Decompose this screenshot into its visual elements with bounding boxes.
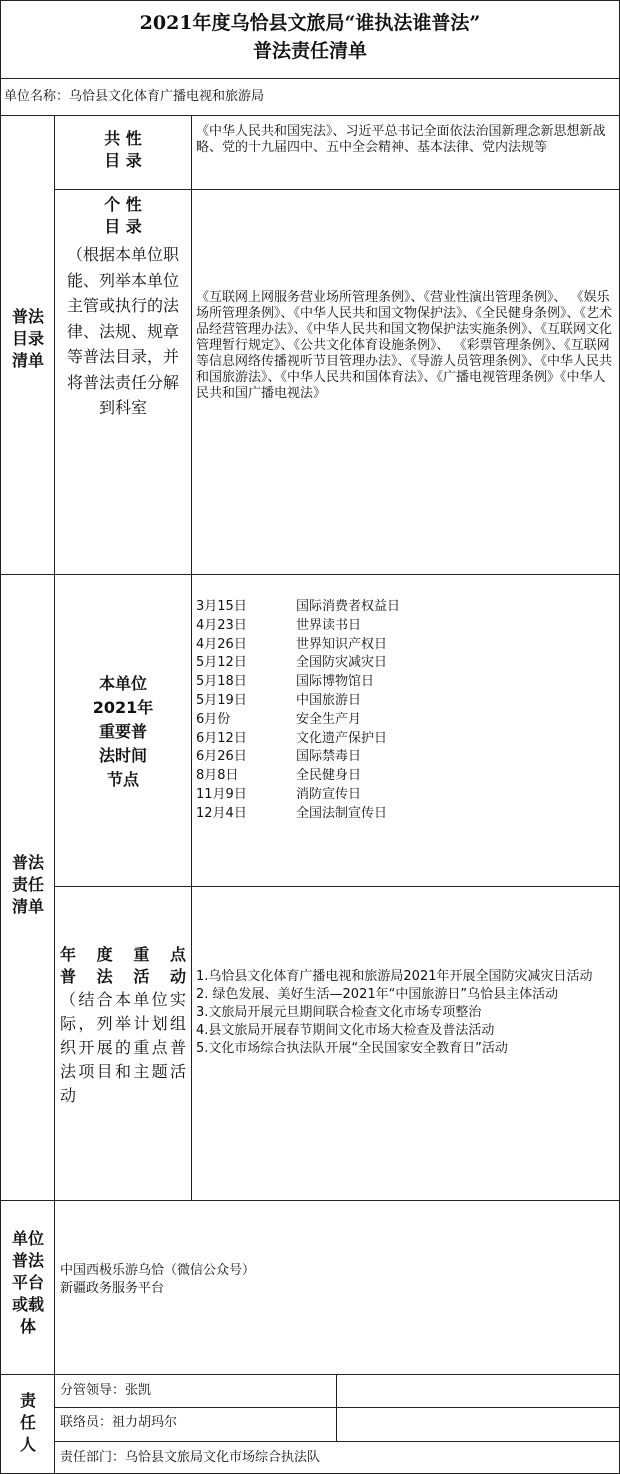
- time-nodes-label: 本单位 2021年 重要普 法时间 节点: [92, 674, 154, 789]
- grid-line: [54, 1407, 620, 1408]
- time-node-row: [196, 617, 614, 636]
- time-node-event: 国际禁毒日: [296, 749, 362, 765]
- activity-item: 2. 绿色发展、美好生活—2021年“中国旅游日”乌恰县主体活动: [196, 987, 559, 1002]
- grid-line: [336, 1374, 337, 1441]
- activities-list: [196, 968, 614, 1058]
- time-node-date: 11月9日: [196, 786, 247, 802]
- activity-item: 1.乌恰县文化体育广播电视和旅游局2021年开展全国防灾减灾日活动: [196, 969, 593, 984]
- time-node-event: 国际消费者权益日: [296, 599, 401, 614]
- time-node-event: 世界读书日: [296, 617, 362, 633]
- grid-line: [54, 1441, 620, 1442]
- time-node-event: 世界知识产权日: [296, 636, 388, 652]
- common-directory-label: 共 性 目 录: [104, 129, 142, 170]
- title-line-1: 2021年度乌恰县文旅局“谁执法谁普法”: [139, 12, 481, 34]
- activities-label-line-2: 普 法 活 动: [60, 967, 186, 986]
- time-node-row: [196, 767, 614, 786]
- grid-line: [54, 886, 620, 887]
- grid-line: [0, 574, 620, 575]
- common-directory-content: 《中华人民共和国宪法》、习近平总书记全面依法治国新理念新思想新战略、党的十九届四中、五中全会精神、基本法律、党内法规等: [196, 124, 606, 155]
- time-node-row: [196, 730, 614, 749]
- title-line-2: 普法责任清单: [252, 40, 367, 62]
- specific-directory-content: 《互联网上网服务营业场所管理条例》、《营业性演出管理条例》、 《娱乐场所管理条例》、《中华人民共和国文物保护法》、《全民健身条例》、《艺术品经营管理办法》、《中华人民共和国文物保护法实施条例》、《互联网文化管理暂行规定》、《公共文化体育设施条例》、 《彩票管理条例》、《互联网等信息网络传播视听节目管理办法》、《导游人员管理条例》、《中华人民共和国旅游法》、《中华人民共和国体育法》、《广播电视管理条例》《中华人民共和国广播电视法》: [196, 290, 613, 401]
- activities-note: （结合本单位实际，列举计划组织开展的重点普法项目和主题活动: [60, 990, 186, 1105]
- activity-item: 5.文化市场综合执法队开展“全民国家安全教育日”活动: [196, 1041, 508, 1056]
- time-node-date: 5月18日: [196, 674, 247, 690]
- platform-section-label: 单位 普法 平台 或载 体: [11, 1229, 44, 1336]
- grid-line: [54, 189, 620, 190]
- time-node-event: 全国防灾减灾日: [296, 655, 388, 671]
- grid-line: [0, 78, 620, 79]
- time-node-row: [196, 692, 614, 711]
- time-node-date: 5月19日: [196, 692, 247, 708]
- platform-list: [60, 1262, 600, 1298]
- directory-section-label: 普法 目录 清单: [11, 307, 44, 370]
- time-node-event: 全民健身日: [296, 768, 362, 784]
- time-node-date: 8月8日: [196, 768, 239, 784]
- grid-line: [0, 1200, 620, 1201]
- department-field: 责任部门：乌恰县文旅局文化市场综合执法队: [60, 1450, 321, 1465]
- document-title: [0, 0, 620, 78]
- grid-line: [0, 0, 620, 1]
- time-node-date: 6月份: [196, 711, 231, 727]
- time-node-event: 国际博物馆日: [296, 674, 375, 690]
- time-node-row: [196, 748, 614, 767]
- platform-item: 新疆政务服务平台: [60, 1281, 165, 1296]
- time-node-event: 中国旅游日: [296, 692, 362, 708]
- contact-field: 联络员：祖力胡玛尔: [60, 1415, 178, 1430]
- time-node-row: [196, 673, 614, 692]
- activity-item: 3.文旅局开展元旦期间联合检查文化市场专项整治: [196, 1005, 482, 1020]
- responsibility-section-label: 普法 责任 清单: [11, 853, 44, 916]
- time-node-date: 6月12日: [196, 730, 247, 746]
- time-node-row: [196, 636, 614, 655]
- leader-field: 分管领导：张凯: [60, 1383, 152, 1398]
- specific-directory-note: （根据本单位职能、列举本单位主管或执行的法律、法规、规章等普法目录，并将普法责任分解到科室: [66, 245, 179, 417]
- time-node-date: 5月12日: [196, 655, 247, 671]
- time-node-date: 4月26日: [196, 636, 247, 652]
- time-node-row: [196, 805, 614, 824]
- specific-directory-label: 个 性 目 录: [104, 195, 142, 236]
- time-node-row: [196, 598, 614, 617]
- time-node-event: 全国法制宣传日: [296, 805, 388, 821]
- time-nodes-list: [196, 598, 614, 824]
- time-node-date: 4月23日: [196, 617, 247, 633]
- unit-name: 单位名称：乌恰县文化体育广播电视和旅游局: [4, 89, 265, 104]
- time-node-event: 文化遗产保护日: [296, 730, 388, 746]
- time-node-event: 消防宣传日: [296, 786, 362, 802]
- time-node-row: [196, 654, 614, 673]
- time-node-row: [196, 786, 614, 805]
- activities-label: [60, 944, 186, 1108]
- grid-line: [0, 0, 1, 1474]
- time-node-date: 3月15日: [196, 599, 247, 614]
- time-node-date: 6月26日: [196, 749, 247, 765]
- platform-item: 中国西极乐游乌恰（微信公众号）: [60, 1263, 256, 1278]
- activities-label-line-1: 年 度 重 点: [60, 945, 186, 964]
- person-section-label: 责 任 人: [19, 1391, 36, 1454]
- time-node-row: [196, 711, 614, 730]
- grid-line: [54, 115, 55, 1474]
- grid-line: [0, 115, 620, 116]
- grid-line: [191, 115, 192, 1200]
- grid-line: [0, 1374, 620, 1375]
- time-node-event: 安全生产月: [296, 711, 362, 727]
- activity-item: 4.县文旅局开展春节期间文化市场大检查及普法活动: [196, 1023, 495, 1038]
- time-node-date: 12月4日: [196, 805, 247, 821]
